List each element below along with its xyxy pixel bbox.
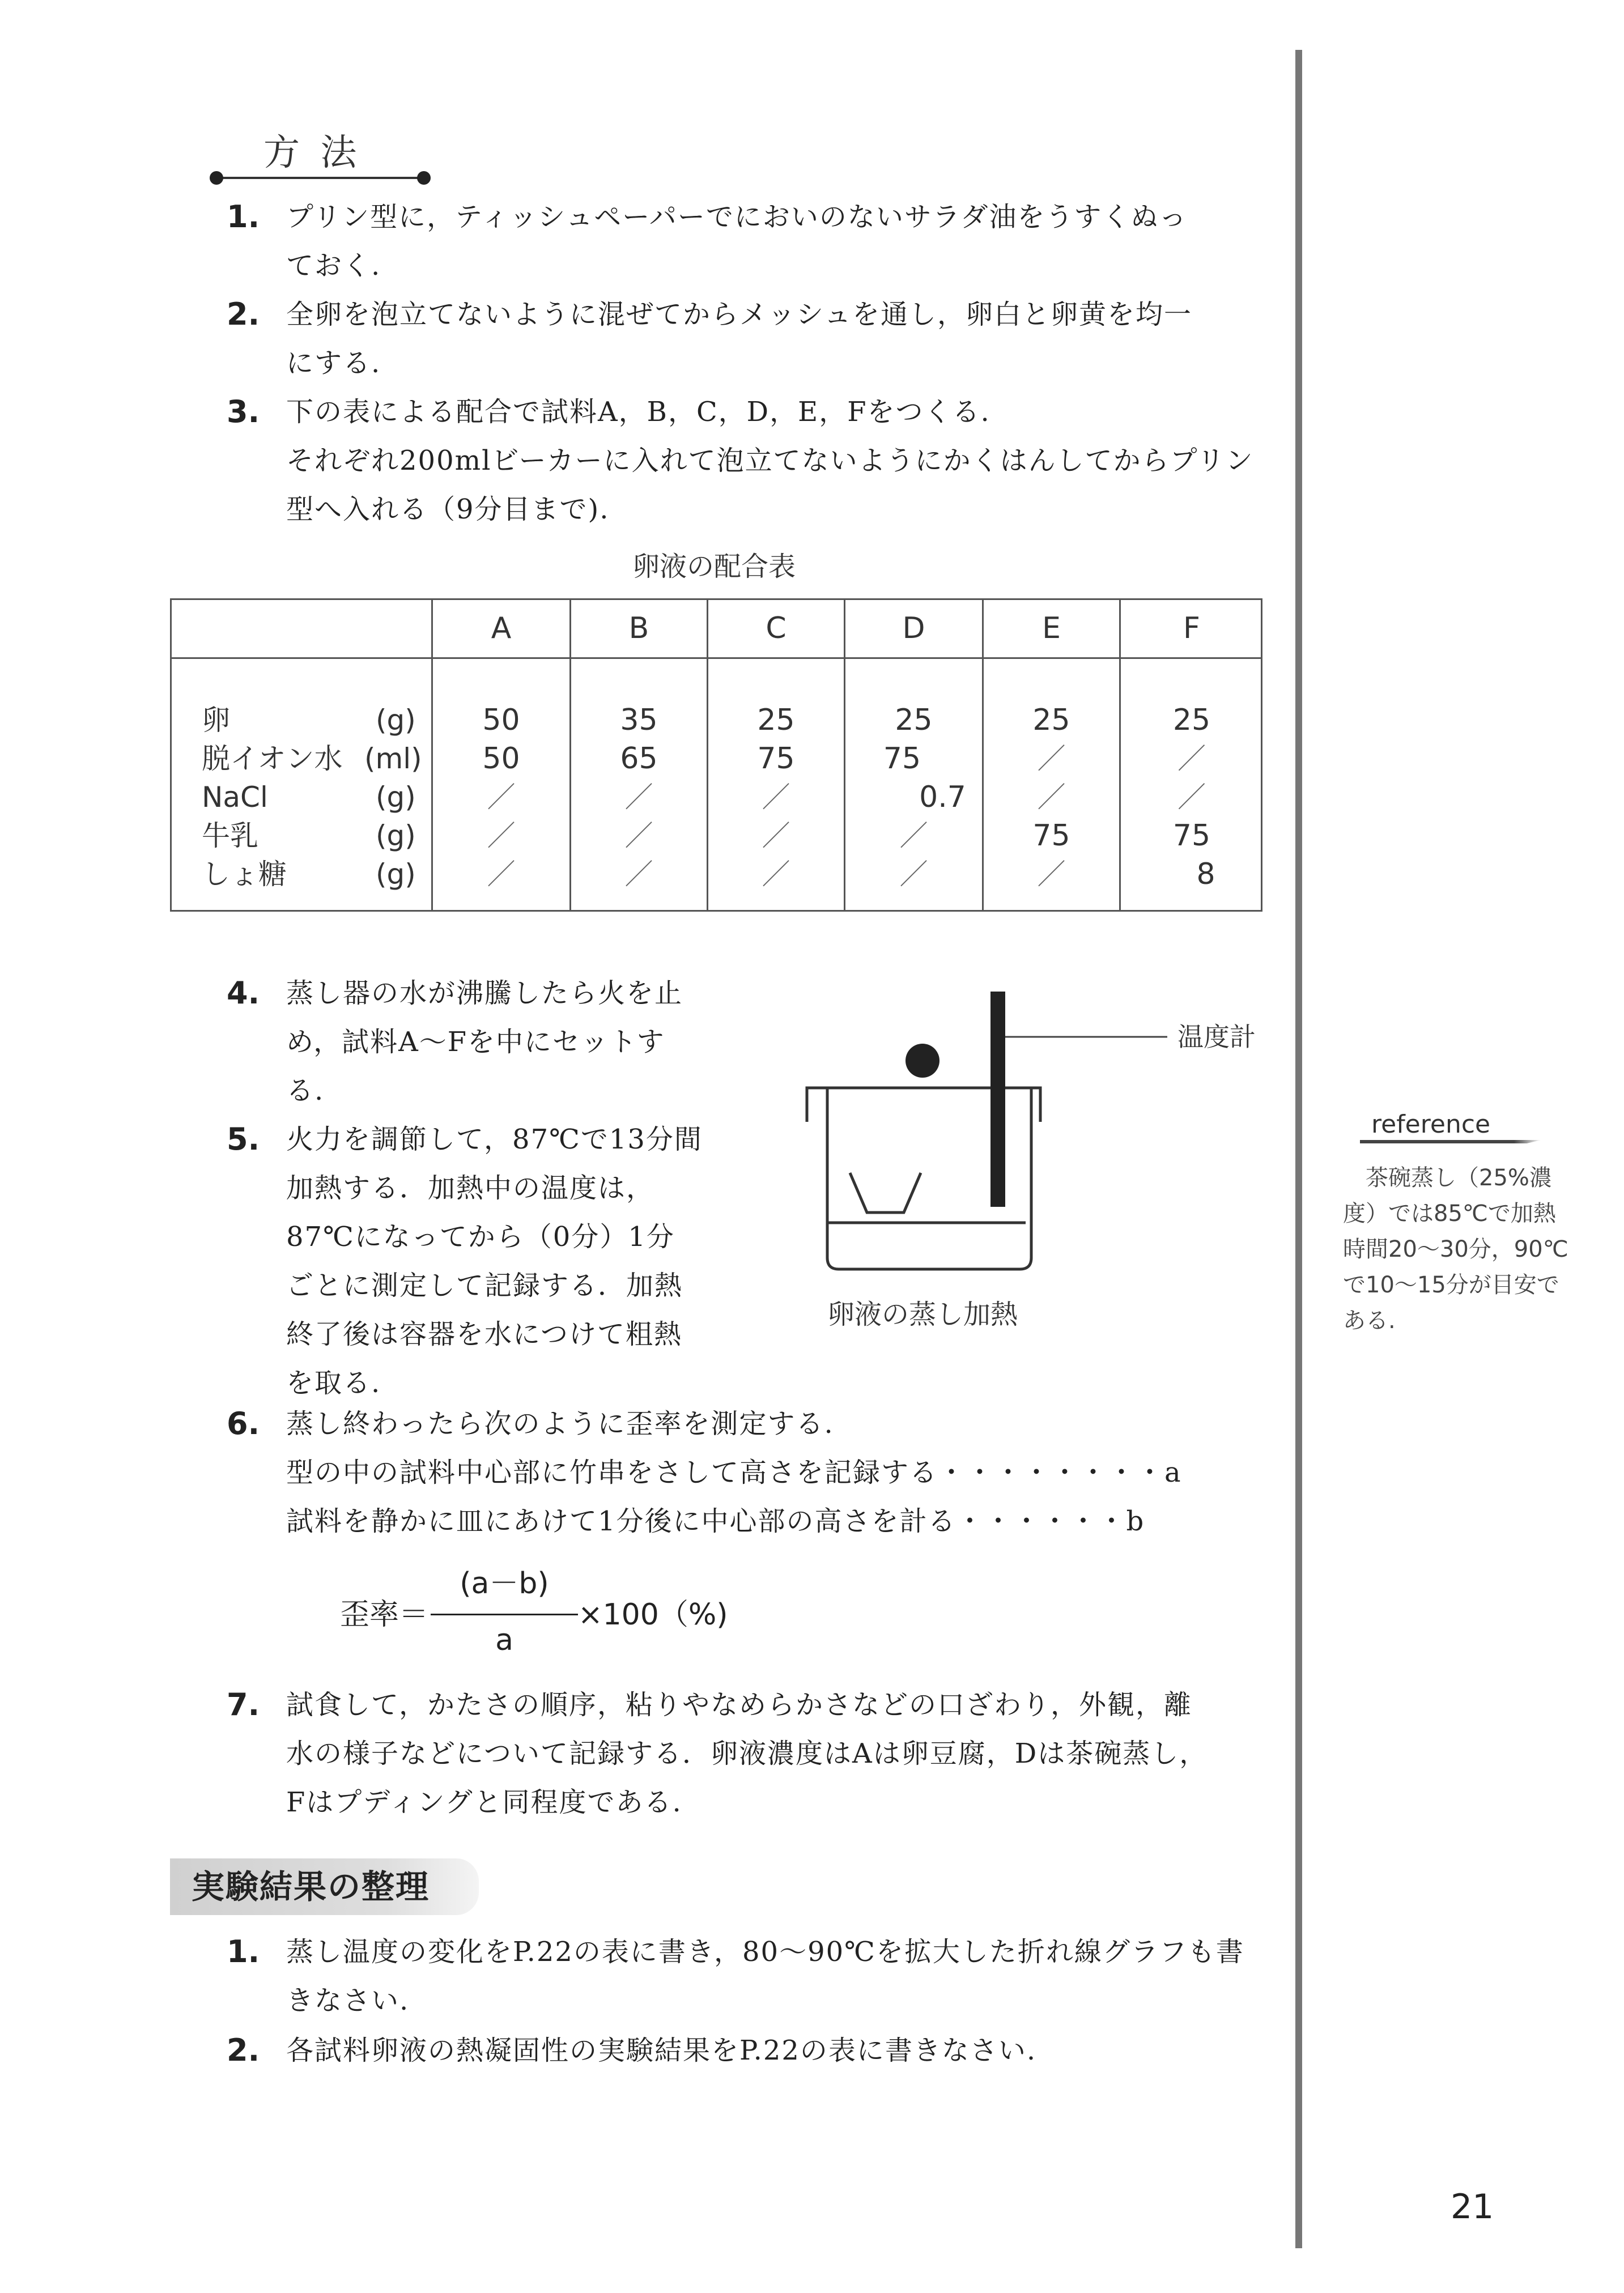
- steamer-pot: [807, 1088, 1040, 1122]
- step-line: 加熱する．加熱中の温度は，: [286, 1172, 655, 1204]
- formula-denominator: a: [495, 1623, 513, 1657]
- bullet-dot-right: [417, 171, 431, 185]
- row-unit: (g): [376, 858, 416, 891]
- reference-line: 時間20～30分，90℃: [1343, 1236, 1568, 1262]
- mix-table: [170, 598, 1262, 912]
- method-step-1: [227, 193, 1275, 290]
- empty-cell-slash: ／: [624, 819, 653, 852]
- step-line: 各試料卵液の熱凝固性の実験結果をP.22の表に書きなさい.: [286, 2035, 1037, 2066]
- empty-cell-slash: ／: [1177, 742, 1206, 775]
- table-cell: 25: [757, 703, 795, 737]
- step-line: 水の様子などについて記録する．卵液濃度はAは卵豆腐，Dは茶碗蒸し，: [286, 1738, 1208, 1769]
- empty-cell-slash: ／: [1037, 742, 1066, 775]
- method-step-3: [227, 388, 1275, 534]
- reference-box: [1343, 1109, 1609, 1339]
- reference-underline: [1360, 1140, 1541, 1143]
- figure-caption: 卵液の蒸し加熱: [827, 1299, 1018, 1330]
- method-step-5: [227, 1115, 765, 1407]
- step-line: Fはプディングと同程度である.: [286, 1786, 682, 1818]
- table-cell: 50: [482, 742, 520, 776]
- step-line: ておく.: [286, 250, 381, 282]
- pudding-cup-icon: [850, 1173, 921, 1213]
- step-line: 終了後は容器を水につけて粗熱: [286, 1318, 683, 1350]
- step-line: 試料を静かに皿にあけて1分後に中心部の高さを計る・・・・・・b: [286, 1505, 1145, 1537]
- table-header-cell: F: [1183, 611, 1200, 645]
- reference-title: reference: [1371, 1110, 1491, 1139]
- step-line: 下の表による配合で試料A，B，C，D，E，Fをつくる.: [286, 396, 990, 428]
- table-cell: 75: [1172, 819, 1211, 853]
- empty-cell-slash: ／: [762, 858, 790, 891]
- step-line: 火力を調節して，87℃で13分間: [286, 1124, 703, 1155]
- step-number: 5.: [227, 1121, 260, 1157]
- method-heading: [210, 130, 431, 187]
- method-heading-text: 方 法: [263, 132, 362, 174]
- step-line: 全卵を泡立てないように混ぜてからメッシュを通し，卵白と卵黄を均一: [286, 299, 1193, 330]
- row-label: 脱イオン水: [202, 742, 343, 775]
- row-unit: (g): [376, 781, 416, 814]
- row-label: 卵: [202, 704, 230, 737]
- step-number: 4.: [227, 975, 260, 1011]
- results-step-2: [227, 2026, 1275, 2075]
- table-cell: 75: [1032, 819, 1070, 853]
- empty-cell-slash: ／: [1177, 781, 1206, 814]
- heading-underline: [214, 177, 424, 179]
- table-header-cell: D: [902, 611, 925, 645]
- row-unit: (g): [376, 704, 416, 737]
- empty-cell-slash: ／: [1037, 781, 1066, 814]
- step-line: きなさい.: [286, 1985, 410, 2017]
- empty-cell-slash: ／: [624, 781, 653, 814]
- step-line: にする.: [286, 347, 381, 379]
- row-unit: (ml): [364, 742, 422, 775]
- row-label: NaCl: [202, 781, 268, 814]
- empty-cell-slash: ／: [1037, 858, 1066, 891]
- table-header-cell: B: [628, 611, 649, 645]
- table-cell: 25: [1032, 703, 1070, 737]
- thermometer-icon: [990, 992, 1005, 1207]
- reference-line: 度）では85℃で加熱: [1343, 1201, 1556, 1227]
- table-cell: 35: [620, 703, 658, 737]
- table-cell: 65: [620, 742, 658, 776]
- method-step-6: [227, 1399, 1275, 1546]
- empty-cell-slash: ／: [624, 858, 653, 891]
- step-line: 型へ入れる（9分目まで).: [286, 494, 610, 525]
- empty-cell-slash: ／: [487, 781, 516, 814]
- step-number: 2.: [227, 296, 260, 332]
- empty-cell-slash: ／: [899, 819, 928, 852]
- table-header-cell: C: [766, 611, 787, 645]
- step-line: プリン型に，ティッシュペーパーでにおいのないサラダ油をうすくぬっ: [286, 201, 1188, 233]
- results-step-1: [227, 1928, 1275, 2025]
- table-cell: 50: [482, 703, 520, 737]
- step-number: 1.: [227, 1934, 260, 1969]
- method-step-2: [227, 290, 1275, 388]
- step-line: それぞれ200mlビーカーに入れて泡立てないようにかくはんしてからプリン: [286, 445, 1254, 477]
- empty-cell-slash: ／: [487, 858, 516, 891]
- empty-cell-slash: ／: [899, 858, 928, 891]
- step-line: め，試料A～Fを中にセットす: [286, 1026, 665, 1058]
- table-cell: 75: [883, 742, 921, 776]
- table-cell: 8: [1196, 857, 1215, 891]
- table-cell: 75: [757, 742, 795, 776]
- method-step-4: [227, 969, 765, 1115]
- step-line: 87℃になってから（0分）1分: [286, 1221, 675, 1253]
- empty-cell-slash: ／: [762, 819, 790, 852]
- step-number: 6.: [227, 1406, 260, 1441]
- step-line: を取る.: [286, 1367, 381, 1399]
- step-number: 7.: [227, 1687, 260, 1722]
- table-cell: 25: [895, 703, 933, 737]
- reference-line: ある.: [1343, 1308, 1396, 1334]
- table-cell: 0.7: [919, 780, 966, 814]
- margin-rule: [1295, 50, 1302, 2248]
- step-line: 試食して，かたさの順序，粘りやなめらかさなどの口ざわり，外観，離: [286, 1689, 1193, 1721]
- reference-line: 茶碗蒸し（25%濃: [1366, 1165, 1552, 1191]
- empty-cell-slash: ／: [487, 819, 516, 852]
- table-cell: 25: [1172, 703, 1211, 737]
- table-header-cell: E: [1042, 611, 1061, 645]
- formula-rhs: ×100（%): [578, 1598, 728, 1632]
- step-line: 蒸し温度の変化をP.22の表に書き，80～90℃を拡大した折れ線グラフも書: [286, 1936, 1244, 1968]
- step-line: 型の中の試料中心部に竹串をさして高さを記録する・・・・・・・・a: [286, 1457, 1182, 1488]
- thermometer-label: 温度計: [1177, 1022, 1256, 1052]
- method-step-7: [227, 1681, 1275, 1827]
- egg-ball-icon: [905, 1044, 939, 1078]
- row-label: 牛乳: [202, 819, 258, 852]
- step-number: 2.: [227, 2032, 260, 2068]
- empty-cell-slash: ／: [762, 781, 790, 814]
- results-heading: [170, 1858, 479, 1915]
- formula-lhs: 歪率＝: [340, 1598, 429, 1632]
- page-number: 21: [1451, 2187, 1494, 2227]
- table-header-cell: A: [491, 611, 512, 645]
- formula-numerator: (a－b): [460, 1567, 549, 1601]
- row-label: しょ糖: [202, 858, 287, 891]
- step-number: 3.: [227, 394, 260, 429]
- table-header-line: [172, 657, 1261, 659]
- step-line: ごとに測定して記録する．加熱: [286, 1270, 683, 1301]
- distortion-formula: [340, 1564, 793, 1666]
- results-heading-text: 実験結果の整理: [192, 1867, 430, 1906]
- step-line: る.: [286, 1075, 325, 1107]
- row-unit: (g): [376, 819, 416, 852]
- table-caption: 卵液の配合表: [632, 551, 796, 582]
- step-line: 蒸し終わったら次のように歪率を測定する.: [286, 1408, 834, 1440]
- bullet-dot-left: [210, 171, 223, 185]
- reference-line: で10～15分が目安で: [1343, 1272, 1559, 1298]
- fraction-bar: [431, 1614, 578, 1615]
- step-line: 蒸し器の水が沸騰したら火を止: [286, 977, 683, 1009]
- step-number: 1.: [227, 199, 260, 235]
